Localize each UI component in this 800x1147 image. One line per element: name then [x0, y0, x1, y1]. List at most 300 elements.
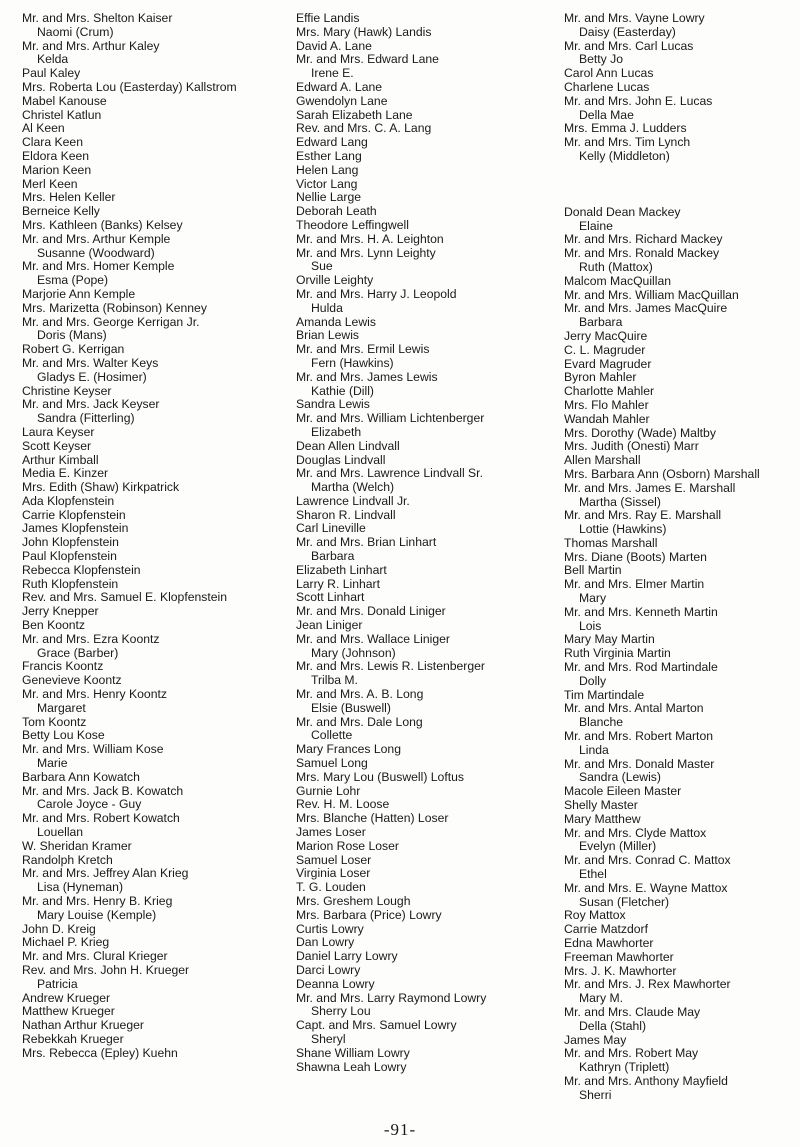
entry-name: Mr. and Mrs. Donald Liniger [296, 604, 446, 619]
directory-entry [564, 978, 800, 1006]
entry-name: Mrs. Helen Keller [22, 190, 116, 205]
directory-entry [564, 785, 800, 799]
directory-entry [22, 495, 287, 509]
entry-spouse-name: Martha (Welch) [311, 480, 395, 495]
directory-entry [22, 260, 287, 288]
directory-entry [22, 1005, 287, 1019]
directory-entry [22, 191, 287, 205]
entry-name: Victor Lang [296, 176, 358, 191]
directory-entry [296, 95, 558, 109]
directory-entry [296, 164, 558, 178]
entry-name: Mr. and Mrs. Donald Master [564, 756, 715, 771]
entry-spouse-name: Della Mae [579, 107, 634, 122]
entry-name: Marjorie Ann Kemple [22, 286, 136, 301]
directory-entry [564, 95, 800, 123]
entry-name: Mr. and Mrs. Clyde Mattox [564, 825, 707, 840]
directory-entry [296, 343, 558, 371]
entry-name: Mr. and Mrs. James E. Marshall [564, 480, 736, 495]
entry-name: Mr. and Mrs. Clural Krieger [22, 949, 168, 964]
directory-entry [296, 1047, 558, 1061]
entry-name: C. L. Magruder [564, 342, 646, 357]
entry-name: Deborah Leath [296, 204, 377, 219]
directory-entry [296, 26, 558, 40]
directory-entry [22, 95, 287, 109]
directory-entry [296, 509, 558, 523]
directory-entry [22, 743, 287, 771]
entry-name: Mr. and Mrs. H. A. Leighton [296, 231, 444, 246]
entry-name: T. G. Louden [296, 880, 366, 895]
entry-name: Mrs. Barbara (Price) Lowry [296, 907, 442, 922]
entry-name: Paul Klopfenstein [22, 549, 117, 564]
entry-name: Mr. and Mrs. Ray E. Marshall [564, 508, 722, 523]
entry-name: Mr. and Mrs. Ronald Mackey [564, 246, 720, 261]
directory-entry [564, 537, 800, 551]
directory-entry [296, 122, 558, 136]
entry-spouse-name: Della (Stahl) [579, 1018, 647, 1033]
directory-entry [296, 660, 558, 688]
directory-entry [22, 398, 287, 426]
entry-spouse-name: Sandra (Fitterling) [37, 411, 135, 426]
column-3 [564, 12, 800, 1103]
entry-name: Edward A. Lane [296, 79, 383, 94]
entry-name: Sharon R. Lindvall [296, 507, 396, 522]
entry-spouse-name: Doris (Mans) [37, 328, 107, 343]
entry-name: Mr. and Mrs. Dale Long [296, 714, 423, 729]
entry-name: Helen Lang [296, 162, 359, 177]
directory-entry [296, 440, 558, 454]
entry-name: Rebecca Klopfenstein [22, 562, 141, 577]
directory-entry [296, 53, 558, 81]
entry-name: John Klopfenstein [22, 535, 119, 550]
directory-entry [296, 633, 558, 661]
entry-name: Mr. and Mrs. Robert Kowatch [22, 811, 180, 826]
column-1 [22, 12, 287, 1061]
entry-name: Scott Keyser [22, 438, 92, 453]
entry-name: Rev. H. M. Loose [296, 797, 390, 812]
entry-name: Mr. and Mrs. Jeffrey Alan Krieg [22, 866, 189, 881]
directory-entry [296, 316, 558, 330]
directory-entry [22, 619, 287, 633]
directory-entry [564, 427, 800, 441]
directory-entry [22, 771, 287, 785]
entry-name: Theodore Leffingwell [296, 217, 409, 232]
entry-name: Shawna Leah Lowry [296, 1059, 407, 1074]
entry-name: Matthew Krueger [22, 1004, 115, 1019]
directory-entry [22, 357, 287, 385]
section-gap [564, 164, 800, 206]
entry-name: Mr. and Mrs. Larry Raymond Lowry [296, 990, 487, 1005]
entry-name: Ruth Virginia Martin [564, 646, 671, 661]
entry-spouse-name: Sherri [579, 1087, 612, 1102]
entry-name: Mr. and Mrs. William MacQuillan [564, 287, 739, 302]
directory-entry [22, 205, 287, 219]
entry-name: Barbara Ann Kowatch [22, 769, 140, 784]
directory-entry [564, 799, 800, 813]
entry-spouse-name: Sandra (Lewis) [579, 770, 661, 785]
entry-spouse-name: Sheryl [311, 1031, 346, 1046]
entry-spouse-name: Kathryn (Triplett) [579, 1060, 670, 1075]
entry-name: Roy Mattox [564, 908, 626, 923]
directory-entry [564, 509, 800, 537]
directory-entry [22, 688, 287, 716]
directory-entry [564, 909, 800, 923]
directory-entry [296, 81, 558, 95]
entry-name: Daniel Larry Lowry [296, 949, 398, 964]
directory-entry [564, 633, 800, 647]
entry-name: Gwendolyn Lane [296, 93, 388, 108]
entry-spouse-name: Sue [311, 259, 333, 274]
directory-entry [22, 150, 287, 164]
directory-entry [564, 965, 800, 979]
directory-entry [22, 854, 287, 868]
entry-name: Carol Ann Lucas [564, 66, 654, 81]
entry-spouse-name: Patricia [37, 976, 78, 991]
entry-spouse-name: Gladys E. (Hosimer) [37, 369, 147, 384]
directory-entry [296, 467, 558, 495]
directory-entry [564, 923, 800, 937]
entry-name: Edna Mawhorter [564, 936, 654, 950]
directory-entry [296, 1019, 558, 1047]
entry-name: Mrs. Mary Lou (Buswell) Loftus [296, 769, 464, 784]
entry-name: Elizabeth Linhart [296, 562, 387, 577]
entry-spouse-name: Mary Louise (Kemple) [37, 907, 157, 922]
entry-name: Thomas Marshall [564, 535, 658, 550]
entry-name: Mr. and Mrs. A. B. Long [296, 687, 424, 702]
entry-name: Rebekkah Krueger [22, 1031, 124, 1046]
directory-entry [564, 606, 800, 634]
entry-spouse-name: Marie [37, 756, 68, 771]
entry-name: Darci Lowry [296, 962, 361, 977]
directory-entry [564, 233, 800, 247]
entry-spouse-name: Lisa (Hyneman) [37, 880, 124, 895]
directory-entry [22, 233, 287, 261]
entry-spouse-name: Grace (Barber) [37, 645, 119, 660]
directory-entry [296, 619, 558, 633]
entry-spouse-name: Kelly (Middleton) [579, 148, 670, 163]
entry-name: Mr. and Mrs. Henry B. Krieg [22, 894, 173, 908]
entry-name: Mr. and Mrs. William Lichtenberger [296, 411, 485, 426]
entry-name: Mr. and Mrs. James Lewis [296, 369, 438, 384]
entry-name: Ruth Klopfenstein [22, 576, 119, 591]
entry-name: Mrs. Judith (Onesti) Marr [564, 439, 699, 454]
directory-entry [564, 551, 800, 565]
directory-entry [296, 978, 558, 992]
directory-entry [22, 40, 287, 68]
entry-name: James Loser [296, 825, 366, 840]
directory-entry [564, 247, 800, 275]
entry-name: Effie Landis [296, 11, 360, 25]
entry-name: Mr. and Mrs. Claude May [564, 1004, 701, 1019]
entry-name: Christel Katlun [22, 107, 102, 122]
entry-name: Laura Keyser [22, 424, 95, 439]
directory-entry [296, 247, 558, 275]
entry-name: Dean Allen Lindvall [296, 438, 400, 453]
entry-name: Mary May Martin [564, 632, 655, 647]
entry-name: Mary Frances Long [296, 742, 401, 757]
directory-entry [22, 550, 287, 564]
directory-entry [564, 67, 800, 81]
entry-spouse-name: Margaret [37, 700, 86, 715]
entry-name: David A. Lane [296, 38, 372, 53]
directory-entry [22, 122, 287, 136]
directory-entry [296, 785, 558, 799]
directory-entry [22, 729, 287, 743]
directory-entry [564, 12, 800, 40]
entry-spouse-name: Naomi (Crum) [37, 24, 114, 39]
directory-entry [564, 1034, 800, 1048]
directory-entry [296, 743, 558, 757]
directory-entry [296, 329, 558, 343]
entry-name: James May [564, 1032, 627, 1047]
page-number: -91- [383, 1120, 417, 1139]
entry-spouse-name: Collette [311, 728, 353, 743]
entry-name: Mr. and Mrs. Edward Lane [296, 52, 439, 67]
directory-entry [22, 164, 287, 178]
entry-name: Mr. and Mrs. Lynn Leighty [296, 245, 436, 260]
directory-entry [22, 136, 287, 150]
entry-spouse-name: Carole Joyce - Guy [37, 797, 142, 812]
entry-name: Amanda Lewis [296, 314, 376, 329]
directory-entry [22, 633, 287, 661]
entry-name: Mr. and Mrs. Elmer Martin [564, 577, 705, 592]
entry-name: Jerry MacQuire [564, 328, 648, 343]
directory-entry [296, 495, 558, 509]
entry-name: Marion Keen [22, 162, 92, 177]
entry-spouse-name: Esma (Pope) [37, 273, 109, 288]
entry-spouse-name: Louellan [37, 825, 84, 840]
entry-name: Mabel Kanouse [22, 93, 107, 108]
entry-name: Samuel Long [296, 756, 368, 771]
directory-entry [296, 936, 558, 950]
directory-entry [564, 827, 800, 855]
directory-entry [296, 12, 558, 26]
entry-name: Mr. and Mrs. Shelton Kaiser [22, 11, 173, 25]
directory-entry [22, 716, 287, 730]
entry-spouse-name: Irene E. [311, 66, 354, 81]
entry-name: Jerry Knepper [22, 604, 99, 619]
directory-entry [564, 330, 800, 344]
entry-name: Christine Keyser [22, 383, 112, 398]
entry-spouse-name: Elsie (Buswell) [311, 700, 391, 715]
entry-name: Carl Lineville [296, 521, 366, 536]
entry-name: Mr. and Mrs. Robert May [564, 1046, 699, 1061]
directory-entry [296, 950, 558, 964]
entry-spouse-name: Elaine [579, 218, 613, 233]
directory-entry [296, 867, 558, 881]
entry-name: Mr. and Mrs. Homer Kemple [22, 259, 175, 274]
directory-entry [296, 398, 558, 412]
directory-entry [564, 882, 800, 910]
entry-spouse-name: Blanche [579, 715, 624, 730]
entry-name: Allen Marshall [564, 453, 641, 468]
entry-spouse-name: Evelyn (Miller) [579, 839, 657, 854]
directory-entry [296, 826, 558, 840]
directory-entry [22, 950, 287, 964]
directory-entry [22, 440, 287, 454]
entry-name: Mr. and Mrs. Robert Marton [564, 729, 714, 744]
entry-name: Mr. and Mrs. Brian Linhart [296, 535, 437, 550]
entry-name: Merl Keen [22, 176, 78, 191]
entry-name: W. Sheridan Kramer [22, 838, 132, 853]
directory-entry [564, 1075, 800, 1103]
entry-spouse-name: Barbara [311, 549, 355, 564]
entry-name: Mr. and Mrs. Kenneth Martin [564, 604, 718, 619]
directory-entry [296, 688, 558, 716]
directory-entry [22, 1019, 287, 1033]
directory-entry [22, 578, 287, 592]
entry-name: Deanna Lowry [296, 976, 375, 991]
directory-entry [296, 40, 558, 54]
directory-entry [22, 454, 287, 468]
directory-entry [22, 867, 287, 895]
directory-entry [564, 937, 800, 951]
entry-name: Byron Mahler [564, 370, 637, 385]
entry-name: Scott Linhart [296, 590, 365, 605]
entry-name: Mrs. Blanche (Hatten) Loser [296, 811, 449, 826]
entry-name: Mr. and Mrs. Arthur Kaley [22, 38, 160, 53]
directory-entry [296, 412, 558, 440]
entry-name: Edward Lang [296, 135, 368, 150]
entry-name: Sandra Lewis [296, 397, 370, 412]
directory-entry [564, 122, 800, 136]
directory-entry [296, 219, 558, 233]
entry-spouse-name: Susanne (Woodward) [37, 245, 155, 260]
entry-name: Mr. and Mrs. Jack B. Kowatch [22, 783, 184, 798]
entry-spouse-name: Mary M. [579, 991, 624, 1006]
column-2 [296, 12, 558, 1074]
entry-name: Mr. and Mrs. James MacQuire [564, 301, 728, 316]
directory-entry [296, 798, 558, 812]
directory-entry [564, 289, 800, 303]
directory-entry [564, 358, 800, 372]
directory-entry [22, 564, 287, 578]
directory-entry [296, 923, 558, 937]
directory-entry [22, 343, 287, 357]
entry-name: Charlotte Mahler [564, 384, 655, 399]
entry-name: Mrs. J. K. Mawhorter [564, 963, 677, 978]
directory-entry [296, 536, 558, 564]
directory-entry [22, 674, 287, 688]
directory-entry [564, 371, 800, 385]
entry-name: Mr. and Mrs. Lewis R. Listenberger [296, 659, 485, 674]
entry-name: Randolph Kretch [22, 852, 113, 867]
entry-name: Clara Keen [22, 135, 83, 150]
entry-name: Andrew Krueger [22, 990, 111, 1005]
directory-entry [564, 440, 800, 454]
entry-name: Mr. and Mrs. George Kerrigan Jr. [22, 314, 200, 329]
entry-spouse-name: Ruth (Mattox) [579, 259, 653, 274]
directory-entry [296, 109, 558, 123]
entry-name: Mr. and Mrs. Arthur Kemple [22, 231, 171, 246]
directory-entry [564, 40, 800, 68]
directory-entry [564, 302, 800, 330]
directory-entry [564, 81, 800, 95]
entry-name: Ada Klopfenstein [22, 493, 115, 508]
entry-name: Betty Lou Kose [22, 728, 105, 743]
directory-entry [296, 1061, 558, 1075]
entry-name: Ben Koontz [22, 618, 86, 633]
entry-name: Rev. and Mrs. C. A. Lang [296, 121, 432, 136]
directory-entry [296, 605, 558, 619]
directory-entry [22, 67, 287, 81]
entry-name: Arthur Kimball [22, 452, 99, 467]
directory-entry [296, 840, 558, 854]
entry-name: Wandah Mahler [564, 411, 650, 426]
entry-spouse-name: Martha (Sissel) [579, 494, 661, 509]
column-3-section-m [564, 206, 800, 1103]
entry-name: Mr. and Mrs. Ezra Koontz [22, 631, 160, 646]
entry-name: Mr. and Mrs. J. Rex Mawhorter [564, 977, 731, 992]
directory-entry [296, 454, 558, 468]
directory-entry [564, 951, 800, 965]
directory-entry [564, 385, 800, 399]
entry-name: Mrs. Edith (Shaw) Kirkpatrick [22, 480, 180, 495]
entry-name: Rev. and Mrs. John H. Krueger [22, 962, 190, 977]
entry-name: Shelly Master [564, 798, 638, 813]
entry-name: Rev. and Mrs. Samuel E. Klopfenstein [22, 590, 228, 605]
directory-entry [564, 647, 800, 661]
column-3-section-l [564, 12, 800, 164]
entry-name: Mrs. Dorothy (Wade) Maltby [564, 425, 716, 440]
directory-entry [564, 730, 800, 758]
entry-spouse-name: Betty Jo [579, 52, 624, 67]
entry-spouse-name: Lois [579, 618, 602, 633]
entry-name: Mr. and Mrs. Carl Lucas [564, 38, 694, 53]
directory-entry [22, 1047, 287, 1061]
directory-entry [296, 150, 558, 164]
entry-name: Marion Rose Loser [296, 838, 399, 853]
entry-spouse-name: Hulda [311, 300, 343, 315]
directory-entry [296, 205, 558, 219]
entry-name: Paul Kaley [22, 66, 81, 81]
directory-entry [22, 467, 287, 481]
directory-entry [296, 854, 558, 868]
entry-name: Charlene Lucas [564, 79, 650, 94]
directory-entry [296, 964, 558, 978]
entry-name: Tom Koontz [22, 714, 87, 729]
entry-name: Mr. and Mrs. Richard Mackey [564, 232, 723, 247]
entry-name: Mrs. Greshem Lough [296, 894, 411, 908]
entry-name: Mr. and Mrs. John E. Lucas [564, 93, 713, 108]
directory-entry [296, 288, 558, 316]
directory-entry [22, 219, 287, 233]
directory-entry [564, 578, 800, 606]
entry-name: Mary Matthew [564, 811, 641, 826]
directory-entry [296, 522, 558, 536]
directory-entry [564, 468, 800, 482]
entry-name: Curtis Lowry [296, 921, 364, 936]
directory-entry [296, 578, 558, 592]
entry-spouse-name: Dolly [579, 673, 607, 688]
entry-name: Bell Martin [564, 563, 622, 578]
entry-name: Virginia Loser [296, 866, 371, 881]
directory-entry [22, 785, 287, 813]
directory-entry [296, 564, 558, 578]
directory-entry [22, 936, 287, 950]
directory-entry [22, 840, 287, 854]
entry-spouse-name: Trilba M. [311, 673, 358, 688]
entry-spouse-name: Susan (Fletcher) [579, 894, 670, 909]
directory-entry [296, 881, 558, 895]
entry-name: Lawrence Lindvall Jr. [296, 493, 410, 508]
entry-name: Genevieve Koontz [22, 673, 122, 688]
directory-entry [22, 522, 287, 536]
entry-name: Mrs. Roberta Lou (Easterday) Kallstrom [22, 79, 237, 94]
directory-entry [22, 109, 287, 123]
directory-entry [564, 482, 800, 510]
entry-name: Donald Dean Mackey [564, 204, 681, 219]
entry-spouse-name: Kathie (Dill) [311, 383, 374, 398]
